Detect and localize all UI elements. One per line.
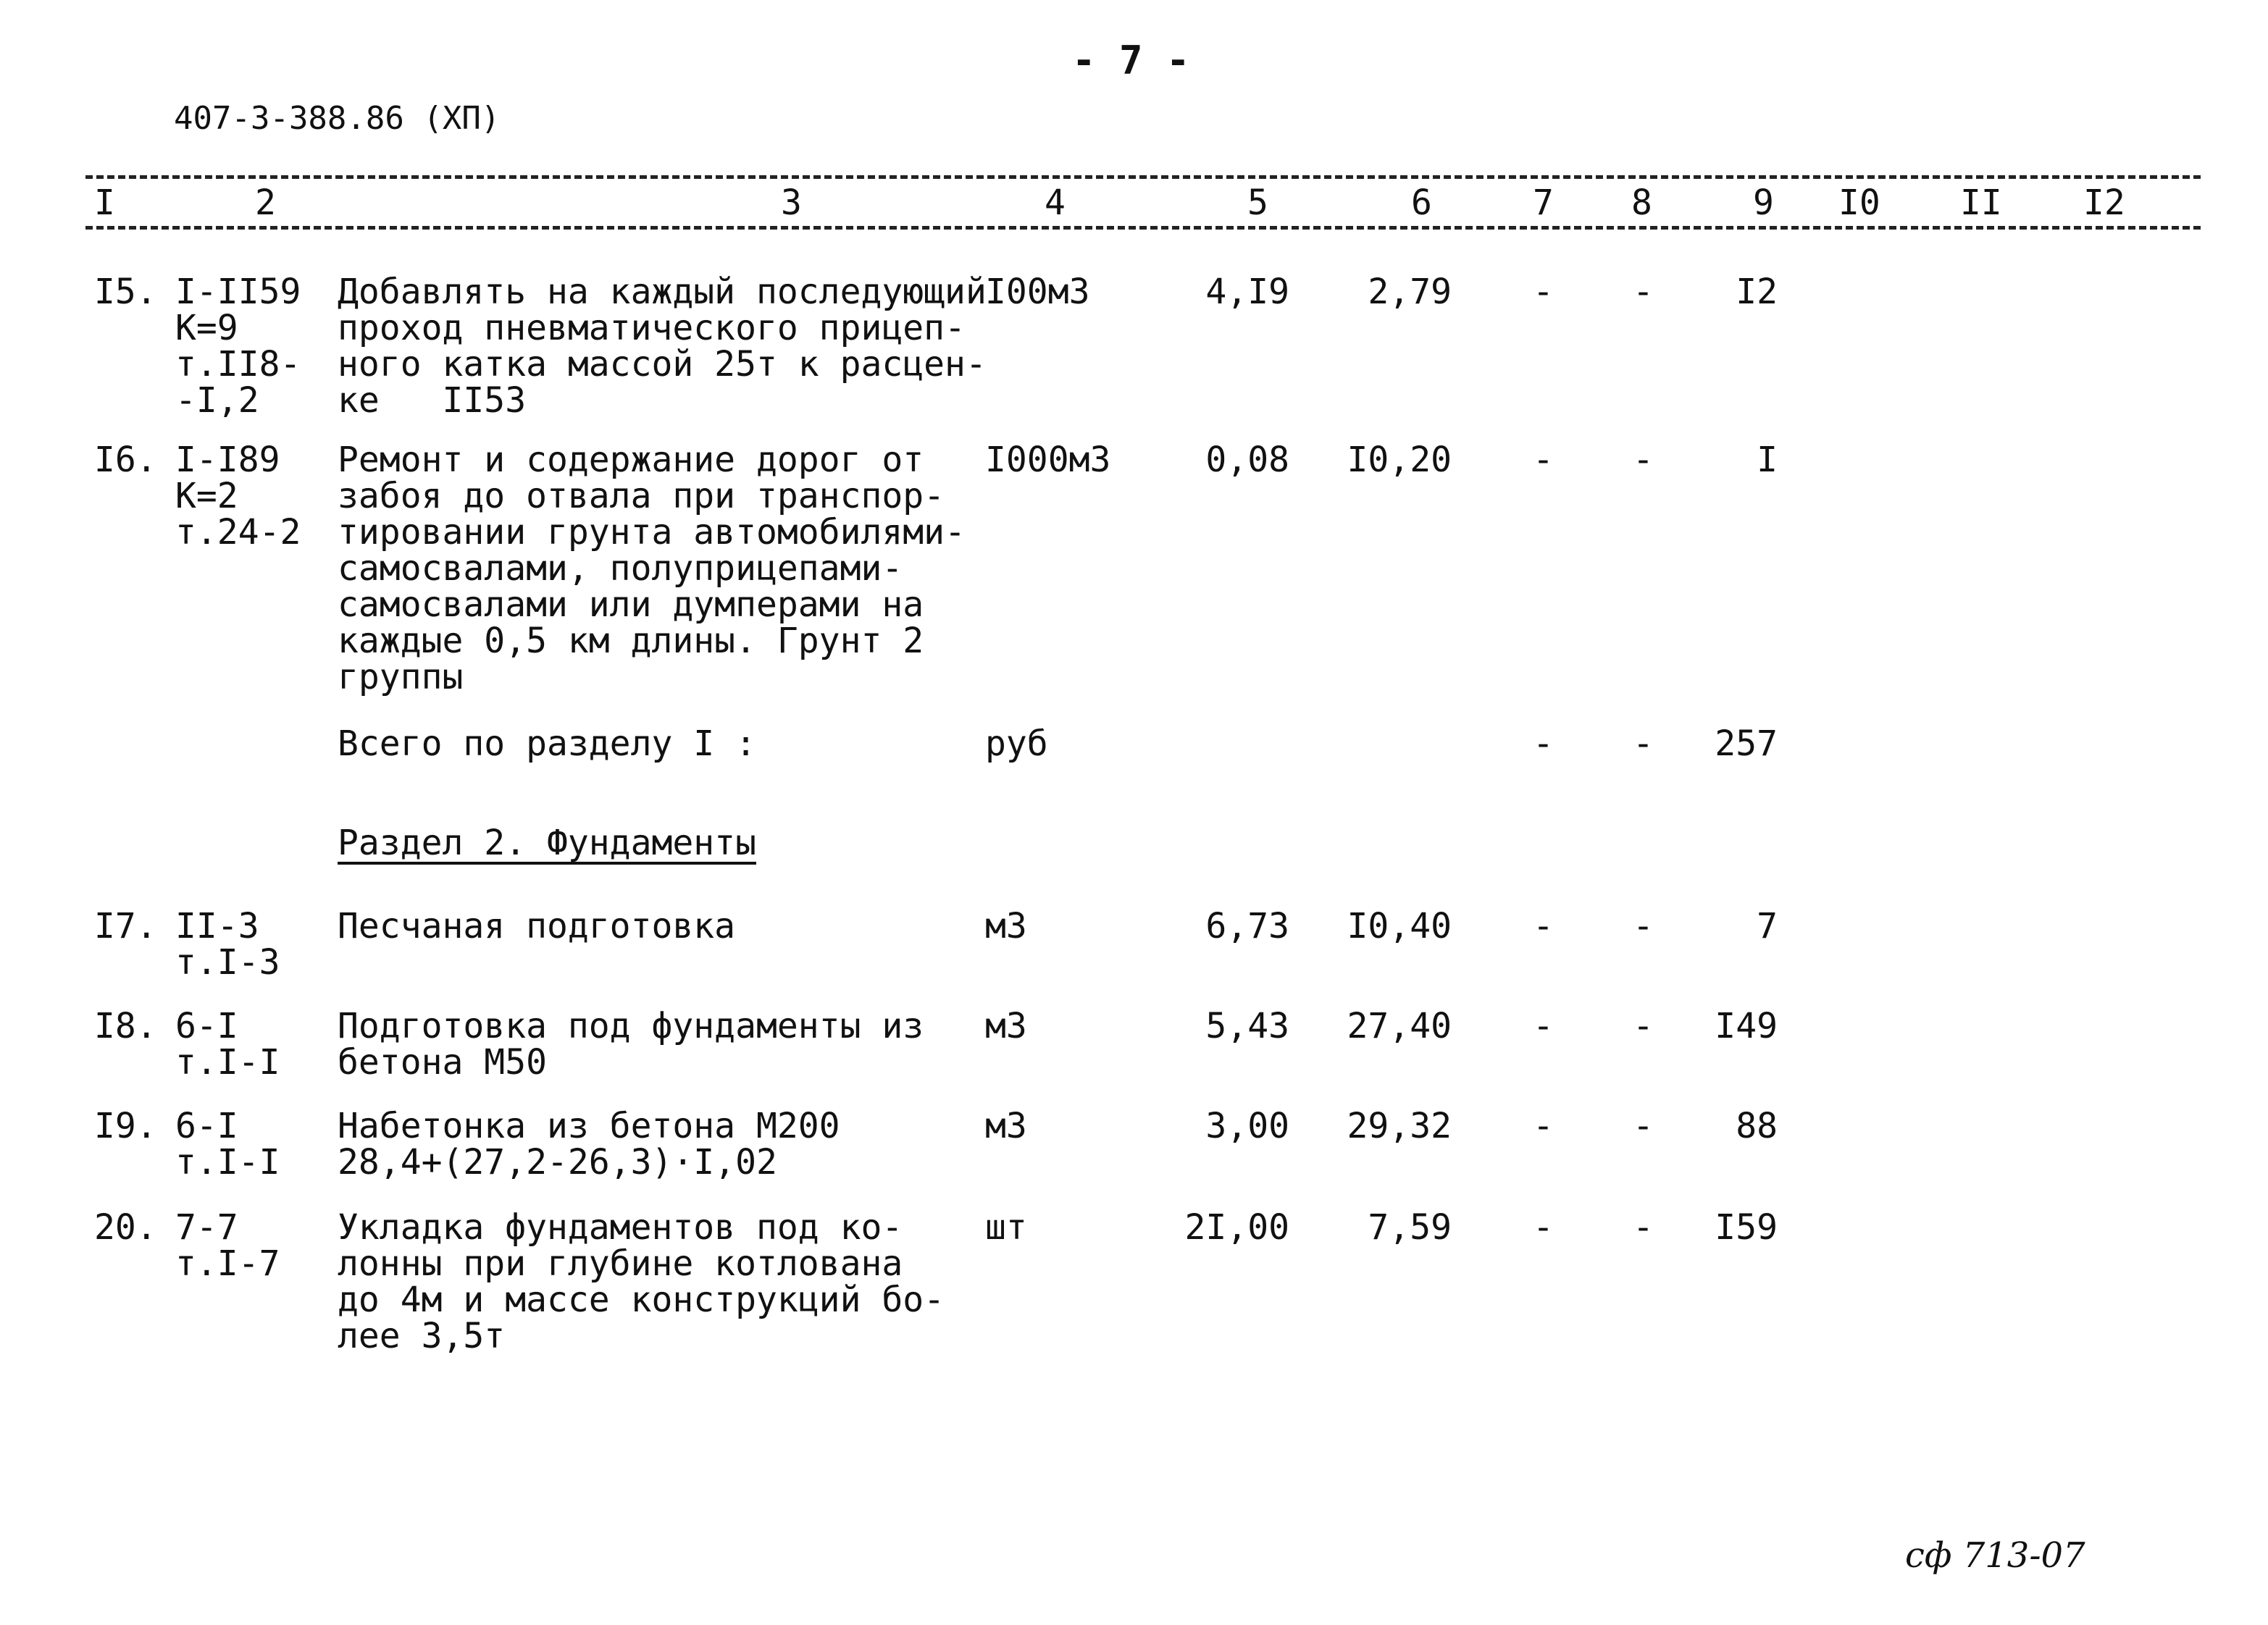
col-header-10: I0	[1838, 182, 1880, 223]
col-header-2: 2	[255, 182, 276, 223]
row-number: I7.	[94, 906, 157, 946]
section-heading: Раздел 2. Фундаменты	[338, 823, 756, 863]
unit: м3	[985, 1106, 1027, 1146]
rate-code: II-3 т.I-3	[175, 906, 280, 983]
col8-value: -	[1633, 1106, 1654, 1146]
inventory-stamp: сф 713-07	[1905, 1535, 2085, 1576]
unit-cost: 27,40	[1347, 1006, 1452, 1046]
unit-cost: 29,32	[1347, 1106, 1452, 1146]
col-header-4: 4	[1045, 182, 1066, 223]
unit-cost: I0,20	[1347, 440, 1452, 480]
row-number: I8.	[94, 1006, 157, 1046]
total-cost: 257	[1715, 723, 1778, 764]
rate-code: 7-7 т.I-7	[175, 1207, 280, 1284]
quantity: 6,73	[1205, 906, 1289, 946]
rate-code: I-I89 K=2 т.24-2	[175, 440, 301, 553]
row-number: 20.	[94, 1207, 157, 1248]
total-cost: 7	[1757, 906, 1778, 946]
row-number: I9.	[94, 1106, 157, 1146]
work-description: Подготовка под фундаменты из бетона М50	[338, 1006, 924, 1083]
unit-cost: I0,40	[1347, 906, 1452, 946]
unit-cost: 7,59	[1368, 1207, 1452, 1248]
col-header-3: 3	[781, 182, 802, 223]
row-number: I6.	[94, 440, 157, 480]
col8-value: -	[1633, 272, 1654, 312]
unit: м3	[985, 1006, 1027, 1046]
rate-code: 6-I т.I-I	[175, 1106, 280, 1183]
col7-value: -	[1533, 1207, 1554, 1248]
rate-code: I-II59 K=9 т.II8- -I,2	[175, 272, 301, 421]
unit: шт	[985, 1207, 1027, 1248]
rate-code: 6-I т.I-I	[175, 1006, 280, 1083]
total-cost: 88	[1736, 1106, 1778, 1146]
col-header-8: 8	[1631, 182, 1652, 223]
col7-value: -	[1533, 272, 1554, 312]
document-code: 407-3-388.86 (XП)	[174, 100, 501, 137]
total-cost: I2	[1736, 272, 1778, 312]
col7-value: -	[1533, 723, 1554, 764]
work-description: Набетонка из бетона М200 28,4+(27,2-26,3)·I,02	[338, 1106, 840, 1183]
quantity: 3,00	[1205, 1106, 1289, 1146]
col-header-11: II	[1960, 182, 2002, 223]
col-header-1: I	[94, 182, 115, 223]
col8-value: -	[1633, 1207, 1654, 1248]
section-total-label: Всего по разделу I :	[338, 723, 756, 764]
table-top-rule	[85, 175, 2201, 179]
unit: I00м3	[985, 272, 1090, 312]
col7-value: -	[1533, 1006, 1554, 1046]
col-header-9: 9	[1753, 182, 1774, 223]
col-header-7: 7	[1533, 182, 1554, 223]
work-description: Ремонт и содержание дорог от забоя до отвала при транспор- тировании грунта автомобилями- самосвалами, полуприцепами- самосвалами или думперами на каждые 0,5 км длины. Грунт 2 группы	[338, 440, 966, 697]
col8-value: -	[1633, 723, 1654, 764]
unit-cost: 2,79	[1368, 272, 1452, 312]
quantity: 0,08	[1205, 440, 1289, 480]
col8-value: -	[1633, 1006, 1654, 1046]
quantity: 2I,00	[1184, 1207, 1289, 1248]
col-header-5: 5	[1247, 182, 1268, 223]
col-header-12: I2	[2083, 182, 2125, 223]
unit: руб	[985, 723, 1048, 764]
table-header-rule	[85, 226, 2201, 230]
work-description: Песчаная подготовка	[338, 906, 736, 946]
unit: м3	[985, 906, 1027, 946]
col7-value: -	[1533, 906, 1554, 946]
col-header-6: 6	[1411, 182, 1432, 223]
quantity: 5,43	[1205, 1006, 1289, 1046]
row-number: I5.	[94, 272, 157, 312]
col7-value: -	[1533, 440, 1554, 480]
total-cost: I	[1757, 440, 1778, 480]
total-cost: I59	[1715, 1207, 1778, 1248]
col8-value: -	[1633, 440, 1654, 480]
unit: I000м3	[985, 440, 1111, 480]
quantity: 4,I9	[1205, 272, 1289, 312]
col7-value: -	[1533, 1106, 1554, 1146]
work-description: Укладка фундаментов под ко- лонны при глубине котлована до 4м и массе конструкций бо- лее 3,5т	[338, 1207, 945, 1356]
col8-value: -	[1633, 906, 1654, 946]
page-number: - 7 -	[1072, 38, 1190, 83]
work-description: Добавлять на каждый последующий проход пневматического прицеп- ного катка массой 25т к расцен- ке II53	[338, 272, 987, 421]
total-cost: I49	[1715, 1006, 1778, 1046]
